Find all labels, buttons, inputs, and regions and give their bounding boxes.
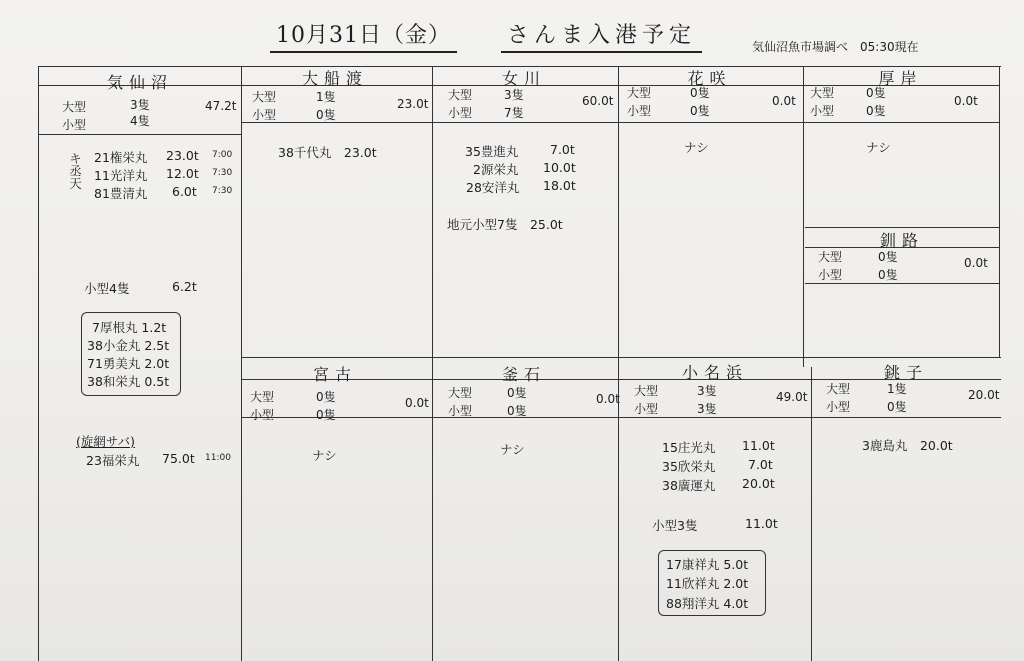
ship-weight: 12.0t (166, 166, 199, 181)
large-label: 大型 (810, 86, 835, 100)
title-main: さんま入港予定 (501, 18, 702, 53)
large-label: 大型 (252, 90, 277, 104)
small-label: 小型 (448, 106, 473, 120)
total-weight: 0.0t (772, 94, 796, 108)
total-weight: 0.0t (964, 256, 988, 270)
large-count: 1隻 (887, 382, 907, 396)
total-weight: 49.0t (776, 390, 808, 404)
none-note: ナシ (500, 442, 525, 457)
ship-name: 28安洋丸 (466, 180, 520, 195)
local-small-entry: 地元小型7隻 25.0t (447, 217, 563, 232)
small-count: 7隻 (504, 106, 524, 120)
large-count: 0隻 (866, 86, 886, 100)
ship-weight: 7.0t (748, 457, 773, 472)
divider (241, 357, 1001, 358)
total-weight: 0.0t (596, 392, 620, 406)
small-count: 4隻 (130, 114, 150, 128)
small-count: 0隻 (878, 268, 898, 282)
small-count: 3隻 (697, 402, 717, 416)
large-label: 大型 (634, 384, 659, 398)
ship-time: 7:00 (212, 150, 233, 160)
ship-name: 23福栄丸 (86, 453, 140, 468)
ship-weight: 18.0t (543, 178, 576, 193)
small-count: 0隻 (887, 400, 907, 414)
port-header-onahama: 小名浜 (681, 363, 748, 382)
small-ship: 38小金丸 2.5t (87, 338, 170, 353)
total-weight: 60.0t (582, 94, 614, 108)
large-count: 0隻 (316, 390, 336, 404)
port-header-kesennuma: 気仙沼 (106, 73, 173, 92)
small-label: 小型 (250, 408, 275, 422)
divider (241, 122, 999, 123)
large-label: 大型 (62, 100, 87, 114)
ship-name: 21権栄丸 (94, 150, 148, 165)
small-ship: 11欣祥丸 2.0t (666, 576, 749, 591)
small-label: 小型 (634, 402, 659, 416)
large-count: 0隻 (878, 250, 898, 264)
port-header-ofunato: 大船渡 (301, 69, 368, 88)
small-total-weight: 11.0t (745, 516, 778, 531)
divider (999, 67, 1000, 357)
small-count: 0隻 (690, 104, 710, 118)
title-date: 10月31日（金） (270, 18, 457, 53)
none-note: ナシ (312, 448, 337, 463)
small-count: 0隻 (866, 104, 886, 118)
ship-name: 11光洋丸 (94, 168, 148, 183)
divider (811, 367, 812, 661)
none-note: ナシ (684, 140, 709, 155)
ship-time: 7:30 (212, 168, 233, 178)
small-label: 小型 (818, 268, 843, 282)
ship-weight: 7.0t (550, 142, 575, 157)
ship-name: 35豊進丸 (465, 144, 519, 159)
large-count: 3隻 (130, 98, 150, 112)
divider (803, 67, 804, 367)
seine-label: (旋網サバ) (76, 434, 136, 449)
small-total-label: 小型3隻 (652, 518, 698, 533)
ship-weight: 75.0t (162, 451, 195, 466)
large-count: 3隻 (697, 384, 717, 398)
ship-name: 35欣栄丸 (662, 459, 716, 474)
small-label: 小型 (826, 400, 851, 414)
total-weight: 0.0t (405, 396, 429, 410)
port-header-kushiro: 釧路 (879, 231, 924, 250)
large-label: 大型 (627, 86, 652, 100)
divider (39, 134, 241, 135)
large-count: 0隻 (507, 386, 527, 400)
ship-entry: 3鹿島丸 20.0t (862, 438, 953, 453)
small-label: 小型 (627, 104, 652, 118)
small-label: 小型 (810, 104, 835, 118)
port-header-kamaishi: 釜石 (501, 365, 546, 384)
ship-weight: 11.0t (742, 438, 775, 453)
small-label: 小型 (448, 404, 473, 418)
small-ship: 38和栄丸 0.5t (87, 374, 170, 389)
ship-entry: 38千代丸 23.0t (278, 145, 377, 160)
small-label: 小型 (62, 118, 87, 132)
total-weight: 0.0t (954, 94, 978, 108)
ship-name: 38廣運丸 (662, 478, 716, 493)
large-count: 1隻 (316, 90, 336, 104)
small-count: 0隻 (507, 404, 527, 418)
port-header-choshi: 銚子 (883, 363, 928, 382)
port-header-miyako: 宮古 (312, 365, 357, 384)
small-count: 0隻 (316, 408, 336, 422)
source-note: 気仙沼魚市場調べ 05:30現在 (752, 40, 919, 54)
small-total-label: 小型4隻 (84, 281, 130, 296)
ship-weight: 23.0t (166, 148, 199, 163)
port-header-hanasaki: 花咲 (687, 69, 732, 88)
large-weight: 47.2t (205, 99, 237, 113)
total-weight: 20.0t (968, 388, 1000, 402)
large-count: 0隻 (690, 86, 710, 100)
large-label: 大型 (448, 88, 473, 102)
ship-weight: 20.0t (742, 476, 775, 491)
divider (241, 417, 1001, 418)
ship-time: 7:30 (212, 186, 233, 196)
large-label: 大型 (448, 386, 473, 400)
ship-name: 2源栄丸 (473, 162, 519, 177)
large-count: 3隻 (504, 88, 524, 102)
total-weight: 23.0t (397, 97, 429, 111)
none-note: ナシ (866, 140, 891, 155)
small-label: 小型 (252, 108, 277, 122)
small-ship: 17康祥丸 5.0t (666, 557, 749, 572)
port-header-onagawa: 女川 (501, 69, 546, 88)
side-label: キ丞天 (67, 152, 83, 190)
ship-time: 11:00 (205, 453, 231, 463)
small-total-weight: 6.2t (172, 279, 197, 294)
ship-weight: 10.0t (543, 160, 576, 175)
port-header-akkeshi: 厚岸 (878, 69, 923, 88)
large-label: 大型 (818, 250, 843, 264)
page-title (270, 18, 702, 53)
large-label: 大型 (826, 382, 851, 396)
divider (805, 283, 999, 284)
large-label: 大型 (250, 390, 275, 404)
ship-name: 81豊清丸 (94, 186, 148, 201)
small-ship: 7厚根丸 1.2t (92, 320, 167, 335)
small-ship: 71勇美丸 2.0t (87, 356, 170, 371)
small-count: 0隻 (316, 108, 336, 122)
ship-name: 15庄光丸 (662, 440, 716, 455)
ship-weight: 6.0t (172, 184, 197, 199)
divider (618, 67, 619, 661)
small-ship: 88翔洋丸 4.0t (666, 596, 749, 611)
